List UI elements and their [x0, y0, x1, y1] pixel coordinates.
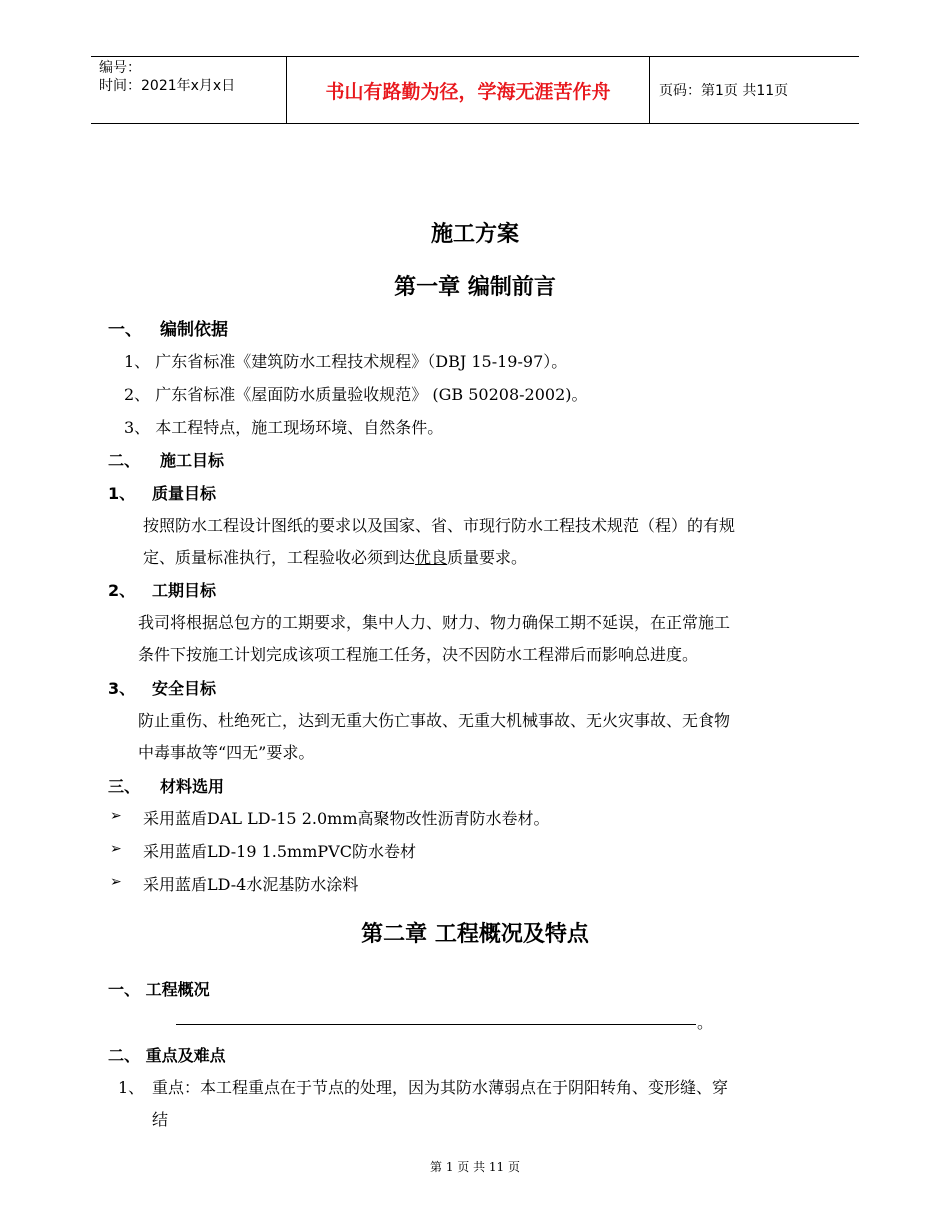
- header-table: [91, 56, 859, 124]
- basis-item-1: 1、 广东省标准《建筑防水工程技术规程》（DBJ 15-19-97）。: [124, 352, 568, 371]
- header-motto: 书山有路勤为径，学海无涯苦作舟: [325, 81, 611, 103]
- underlined-term: 优良: [415, 548, 448, 567]
- header-divider: [649, 57, 650, 123]
- goal1-number: 1、: [108, 484, 136, 503]
- header-page-info: 页码：第1页 共11页: [659, 83, 789, 99]
- sec2-heading: 施工目标: [160, 451, 225, 470]
- basis-item-3: 3、 本工程特点，施工现场环境、自然条件。: [124, 418, 444, 437]
- sec3-number: 三、: [108, 777, 141, 796]
- material-item-2: 采用蓝盾LD-19 1.5mmPVC防水卷材: [143, 842, 416, 861]
- goal2-text-line2: 条件下按施工计划完成该项工程施工任务，决不因防水工程滞后而影响总进度。: [138, 645, 699, 664]
- key-point-number: 1、: [118, 1078, 145, 1097]
- basis-item-2: 2、 广东省标准《屋面防水质量验收规范》 (GB 50208-2002)。: [124, 385, 588, 404]
- material-item-3: 采用蓝盾LD-4水泥基防水涂料: [143, 875, 359, 894]
- goal2-text-line1: 我司将根据总包方的工期要求，集中人力、财力、物力确保工期不延误，在正常施工: [138, 613, 731, 632]
- material-item-1: 采用蓝盾DAL LD-15 2.0mm高聚物改性沥青防水卷材。: [143, 809, 550, 828]
- chapter2-title: 第二章 工程概况及特点: [361, 922, 589, 947]
- sec2-number: 二、: [108, 451, 141, 470]
- goal1-text-line1: 按照防水工程设计图纸的要求以及国家、省、市现行防水工程技术规范（程）的有规: [143, 516, 736, 535]
- document-title: 施工方案: [430, 222, 519, 247]
- header-number: 编号：: [99, 60, 141, 76]
- goal3-number: 3、: [108, 679, 136, 698]
- bullet-icon: ➢: [110, 841, 122, 857]
- chapter1-title: 第一章 编制前言: [394, 275, 556, 300]
- page-footer: 第 1 页 共 11 页: [430, 1160, 520, 1174]
- bullet-icon: ➢: [110, 874, 122, 890]
- bullet-icon: ➢: [110, 808, 122, 824]
- header-time: 时间：2021年x月x日: [99, 78, 236, 94]
- goal2-number: 2、: [108, 581, 136, 600]
- fill-in-blank-line: [176, 1024, 696, 1025]
- key-point-line1: 重点：本工程重点在于节点的处理，因为其防水薄弱点在于阴阳转角、变形缝、穿: [152, 1078, 729, 1097]
- ch2-sec2-heading: 二、 重点及难点: [108, 1046, 226, 1065]
- blank-period: 。: [697, 1013, 714, 1032]
- sec1-heading: 编制依据: [160, 320, 228, 340]
- goal2-heading: 工期目标: [152, 581, 217, 600]
- header-meta: [99, 59, 235, 95]
- ch2-sec1-heading: 一、 工程概况: [108, 980, 210, 999]
- goal3-heading: 安全目标: [152, 679, 217, 698]
- goal1-heading: 质量目标: [152, 484, 217, 503]
- sec1-number: 一、: [108, 320, 142, 340]
- key-point-line2: 结: [152, 1110, 169, 1129]
- goal3-text-line2: 中毒事故等“四无”要求。: [138, 743, 315, 762]
- goal1-text-line2: 定、质量标准执行，工程验收必须到达优良质量要求。: [143, 548, 528, 567]
- goal3-text-line1: 防止重伤、杜绝死亡，达到无重大伤亡事故、无重大机械事故、无火灾事故、无食物: [138, 711, 731, 730]
- sec3-heading: 材料选用: [160, 777, 225, 796]
